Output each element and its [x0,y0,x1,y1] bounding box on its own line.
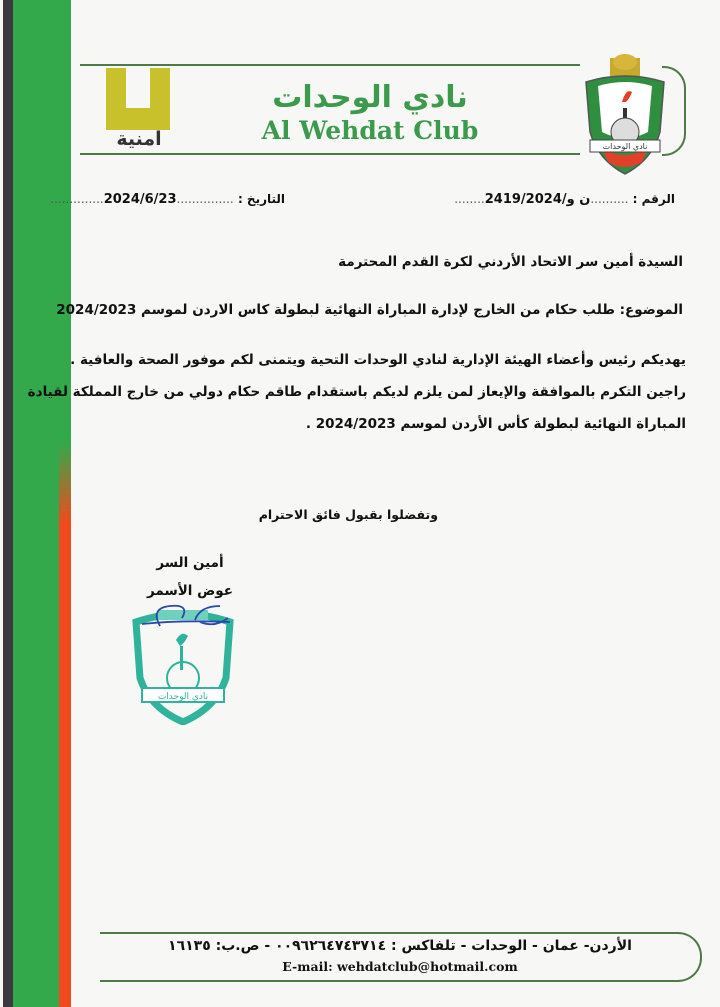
letter-subject: الموضوع: طلب حكام من الخارج لإدارة المباراة النهائية لبطولة كاس الاردن لموسم 2024/2023 [56,302,683,318]
reference-date-value: 2024/6/23 [103,192,177,207]
letter-closing: وتفضلوا بقبول فائق الاحترام [258,507,438,522]
body-line: يهديكم رئيس وأعضاء الهيئة الإدارية لنادي الوحدات التحية ويتمنى لكم موفور الصحة والعافية . [70,352,686,368]
footer-email: E-mail: wehdatclub@hotmail.com [282,959,518,974]
left-border-dark-stripe [3,0,13,1007]
crest-label: نادي الوحدات [602,142,648,151]
stamp-label: نادي الوحدات [157,692,209,702]
club-name-arabic: نادي الوحدات [272,80,468,115]
header-bottom-rule [80,153,580,155]
sponsor-logo-text: امنية [116,128,162,150]
reference-number: الرقم : ..........ن و/2419/2024........ [454,192,675,207]
header-top-rule [80,64,580,66]
body-line: راجين التكرم بالموافقة والإيعاز لمن يلزم لديكم باستقدام طاقم حكام دولي من خارج المملكة لقيادة [27,384,686,400]
letter-recipient: السيدة أمين سر الاتحاد الأردني لكرة القدم المحترمة [338,254,683,270]
sponsor-u-logo [106,68,170,130]
left-border-red-stripe [59,0,71,1007]
club-name-english: Al Wehdat Club [261,116,479,145]
reference-number-label: الرقم : [632,192,675,206]
body-line: المباراة النهائية لبطولة كأس الأردن لموسم 2024/2023 . [305,416,686,432]
reference-date: التاريخ : ...............2024/6/23.............. [50,192,285,207]
left-border-green-stripe [13,0,63,1007]
club-crest-logo [582,52,668,176]
footer-address: الأردن- عمان - الوحدات - تلفاكس : ٠٠٩٦٢٦٤٧٤٣٧١٤ - ص.ب: ١٦١٣٥ [168,938,632,954]
reference-date-label: التاريخ : [237,192,285,206]
handwritten-signature [140,598,235,638]
signatory-name: عوض الأسمر [147,583,233,599]
signatory-title: أمين السر [156,555,224,571]
reference-number-value: ن و/2419/2024 [484,192,591,207]
